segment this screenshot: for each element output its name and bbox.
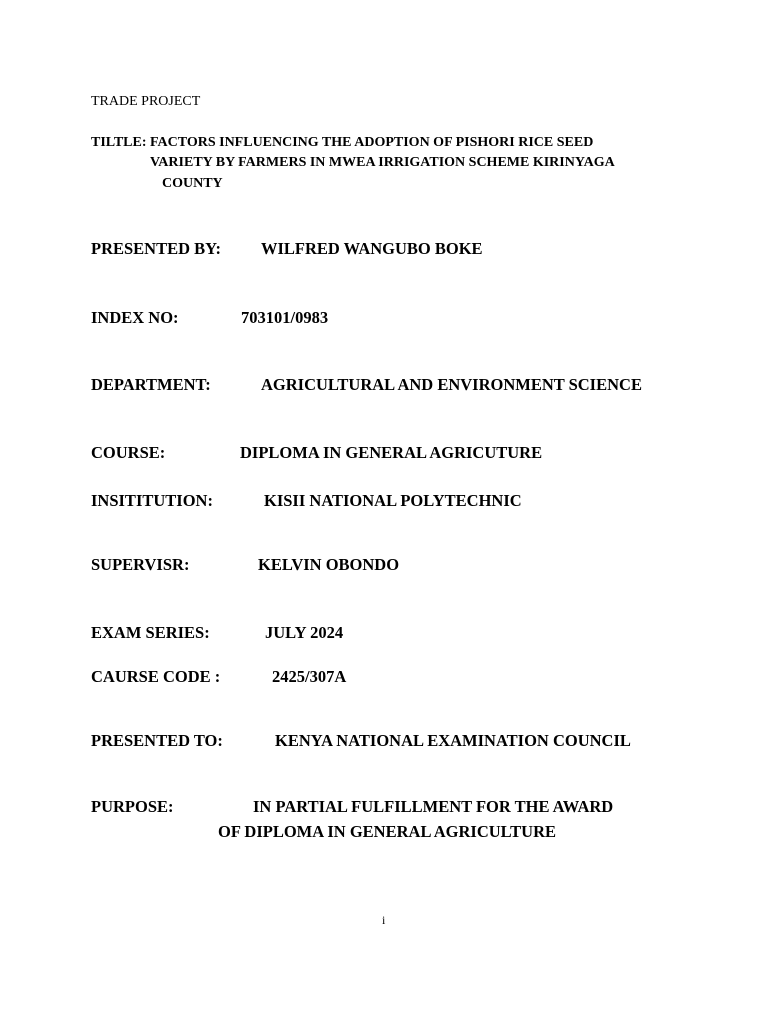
title-line-2: VARIETY BY FARMERS IN MWEA IRRIGATION SCHEME KIRINYAGA [150, 155, 615, 170]
purpose-label: PURPOSE: [91, 797, 174, 816]
purpose-value-line-1: IN PARTIAL FULFILLMENT FOR THE AWARD [253, 797, 614, 816]
index-no-value: 703101/0983 [241, 308, 329, 327]
trade-project-label: TRADE PROJECT [91, 94, 201, 109]
presented-by-label: PRESENTED BY: [91, 239, 222, 258]
institution-value: KISII NATIONAL POLYTECHNIC [264, 491, 522, 510]
course-code-value: 2425/307A [272, 667, 347, 686]
department-value: AGRICULTURAL AND ENVIRONMENT SCIENCE [261, 375, 642, 394]
course-label: COURSE: [91, 443, 166, 462]
title-line-1: TILTLE: FACTORS INFLUENCING THE ADOPTION OF PISHORI RICE SEED [91, 135, 594, 150]
index-no-label: INDEX NO: [91, 308, 179, 327]
institution-label: INSITITUTION: [91, 491, 213, 510]
page-number: i [382, 913, 386, 927]
title-line-3: COUNTY [162, 176, 223, 191]
presented-to-value: KENYA NATIONAL EXAMINATION COUNCIL [275, 731, 631, 750]
presented-by-value: WILFRED WANGUBO BOKE [261, 239, 483, 258]
course-value: DIPLOMA IN GENERAL AGRICUTURE [240, 443, 543, 462]
presented-to-label: PRESENTED TO: [91, 731, 223, 750]
purpose-value-line-2: OF DIPLOMA IN GENERAL AGRICULTURE [218, 822, 557, 841]
exam-series-label: EXAM SERIES: [91, 623, 210, 642]
exam-series-value: JULY 2024 [265, 623, 344, 642]
supervisor-label: SUPERVISR: [91, 555, 190, 574]
supervisor-value: KELVIN OBONDO [258, 555, 400, 574]
course-code-label: CAURSE CODE : [91, 667, 221, 686]
department-label: DEPARTMENT: [91, 375, 211, 394]
